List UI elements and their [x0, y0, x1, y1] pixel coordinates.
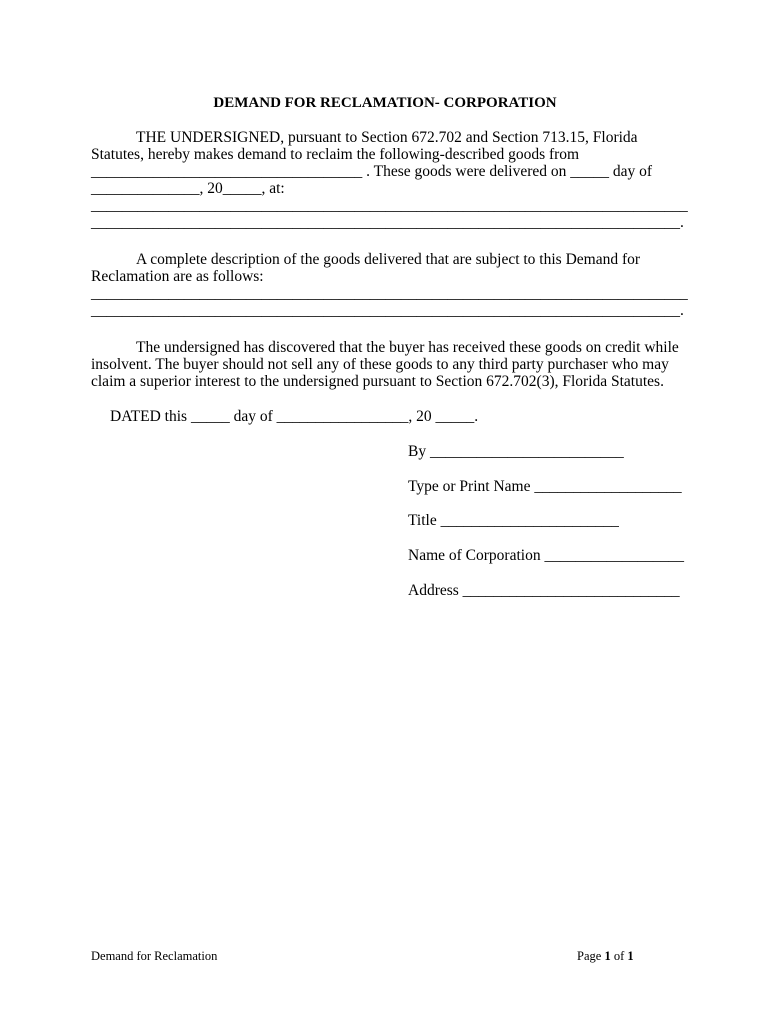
paragraph-goods-description	[91, 251, 691, 319]
delivery-date-line: ______________, 20_____, at:	[91, 180, 285, 197]
signature-title-field: Title _______________________	[408, 512, 619, 529]
page-of-label: of	[613, 949, 625, 963]
page-current: 1	[604, 949, 611, 963]
location-blank-line: _____________________________________________________________________________	[91, 197, 688, 214]
signature-corporation-field: Name of Corporation __________________	[408, 547, 684, 564]
description-blank-line: ____________________________________________________________________________.	[91, 302, 684, 319]
paragraph-demand	[91, 129, 691, 231]
paragraph-line: Reclamation are as follows:	[91, 268, 264, 285]
paragraph-line: claim a superior interest to the undersigned pursuant to Section 672.702(3), Florida Statutes.	[91, 373, 664, 390]
paragraph-line: Statutes, hereby makes demand to reclaim the following-described goods from	[91, 146, 580, 163]
paragraph-line: THE UNDERSIGNED, pursuant to Section 672.702 and Section 713.15, Florida	[136, 129, 638, 146]
paragraph-line: A complete description of the goods delivered that are subject to this Demand for	[136, 251, 641, 268]
signature-name-field: Type or Print Name ___________________	[408, 478, 682, 495]
footer-document-name: Demand for Reclamation	[91, 949, 218, 963]
paragraph-line: The undersigned has discovered that the buyer has received these goods on credit while	[136, 339, 679, 356]
dated-line: DATED this _____ day of _________________, 20 _____.	[110, 408, 479, 425]
signature-by-field: By _________________________	[408, 443, 624, 460]
signature-address-field: Address ____________________________	[408, 582, 680, 599]
document-title: DEMAND FOR RECLAMATION- CORPORATION	[213, 95, 557, 111]
page-total: 1	[627, 949, 634, 963]
page-label: Page	[577, 949, 602, 963]
description-blank-line: _____________________________________________________________________________	[91, 285, 688, 302]
location-blank-line: ____________________________________________________________________________.	[91, 214, 684, 231]
paragraph-line: insolvent. The buyer should not sell any of these goods to any third party purchaser who may	[91, 356, 669, 373]
footer-page-number	[577, 948, 634, 965]
seller-blank-line: ___________________________________ . These goods were delivered on _____ day of	[91, 163, 653, 180]
paragraph-insolvency	[91, 339, 691, 390]
